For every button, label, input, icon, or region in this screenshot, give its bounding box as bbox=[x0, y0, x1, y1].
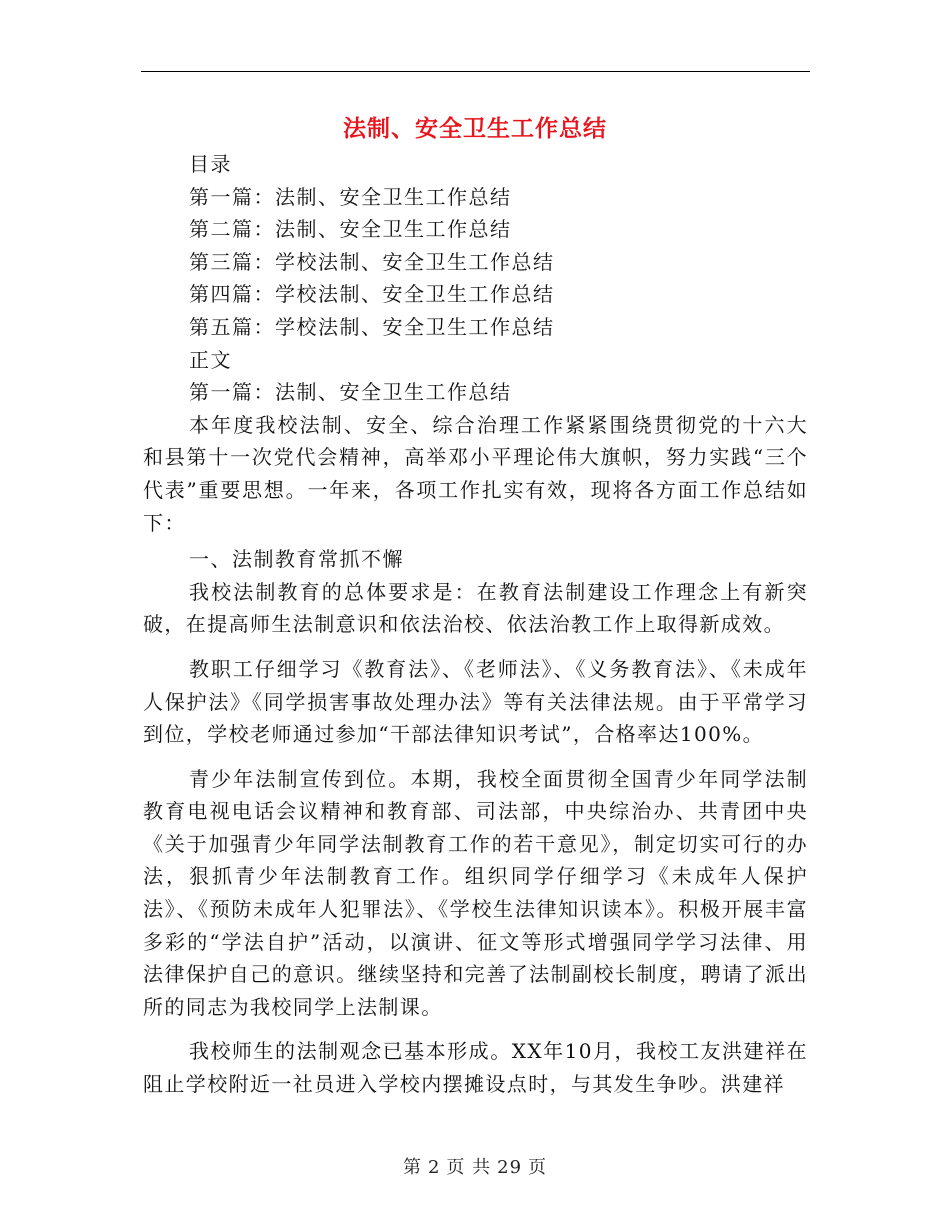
body-label: 正文 bbox=[189, 347, 232, 372]
paragraph: 教职工仔细学习《教育法》、《老师法》、《义务教育法》、《未成年人保护法》《同学损害事故处理办法》等有关法律法规。由于平常学习到位，学校老师通过参加“干部法律知识考试”，合格率达100%。 bbox=[143, 656, 808, 747]
toc-item: 第一篇：法制、安全卫生工作总结 bbox=[189, 184, 512, 209]
header-rule bbox=[141, 71, 810, 72]
toc-heading: 目录 bbox=[189, 152, 232, 176]
paragraph: 我校师生的法制观念已基本形成。XX年10月，我校工友洪建祥在阻止学校附近一社员进入学校内摆摊设点时，与其发生争吵。洪建祥 bbox=[143, 1039, 808, 1097]
page-number: 2 bbox=[427, 1157, 441, 1178]
toc-item: 第二篇：法制、安全卫生工作总结 bbox=[189, 217, 512, 242]
toc-item: 第四篇：学校法制、安全卫生工作总结 bbox=[189, 282, 555, 307]
page-footer bbox=[0, 1153, 950, 1179]
footer-middle: 页 共 bbox=[446, 1157, 492, 1178]
chapter-heading: 第一篇：法制、安全卫生工作总结 bbox=[189, 380, 512, 405]
paragraph: 我校法制教育的总体要求是：在教育法制建设工作理念上有新突破，在提高师生法制意识和依法治校、依法治教工作上取得新成效。 bbox=[143, 579, 808, 637]
section-heading: 一、法制教育常抓不懈 bbox=[189, 547, 404, 572]
footer-suffix: 页 bbox=[528, 1157, 548, 1178]
page-total: 29 bbox=[497, 1157, 523, 1178]
footer-prefix: 第 bbox=[402, 1157, 422, 1178]
document-title: 法制、安全卫生工作总结 bbox=[343, 115, 607, 142]
toc-item: 第五篇：学校法制、安全卫生工作总结 bbox=[189, 314, 555, 339]
document-body bbox=[143, 148, 808, 1101]
toc-item: 第三篇：学校法制、安全卫生工作总结 bbox=[189, 249, 555, 274]
paragraph: 青少年法制宣传到位。本期，我校全面贯彻全国青少年同学法制教育电视电话会议精神和教育部、司法部，中央综治办、共青团中央《关于加强青少年同学法制教育工作的若干意见》，制定切实可行的办法，狠抓青少年法制教育工作。组织同学仔细学习《未成年人保护法》、《预防未成年人犯罪法》、《学校生法律知识读本》。积极开展丰富多彩的“学法自护”活动，以演讲、征文等形式增强同学学习法律、用法律保护自己的意识。继续坚持和完善了法制副校长制度，聘请了派出所的同志为我校同学上法制课。 bbox=[143, 766, 808, 1019]
intro-paragraph: 本年度我校法制、安全、综合治理工作紧紧围绕贯彻党的十六大和县第十一次党代会精神，高举邓小平理论伟大旗帜，努力实践“三个代表”重要思想。一年来，各项工作扎实有效，现将各方面工作总结如下： bbox=[143, 412, 808, 535]
